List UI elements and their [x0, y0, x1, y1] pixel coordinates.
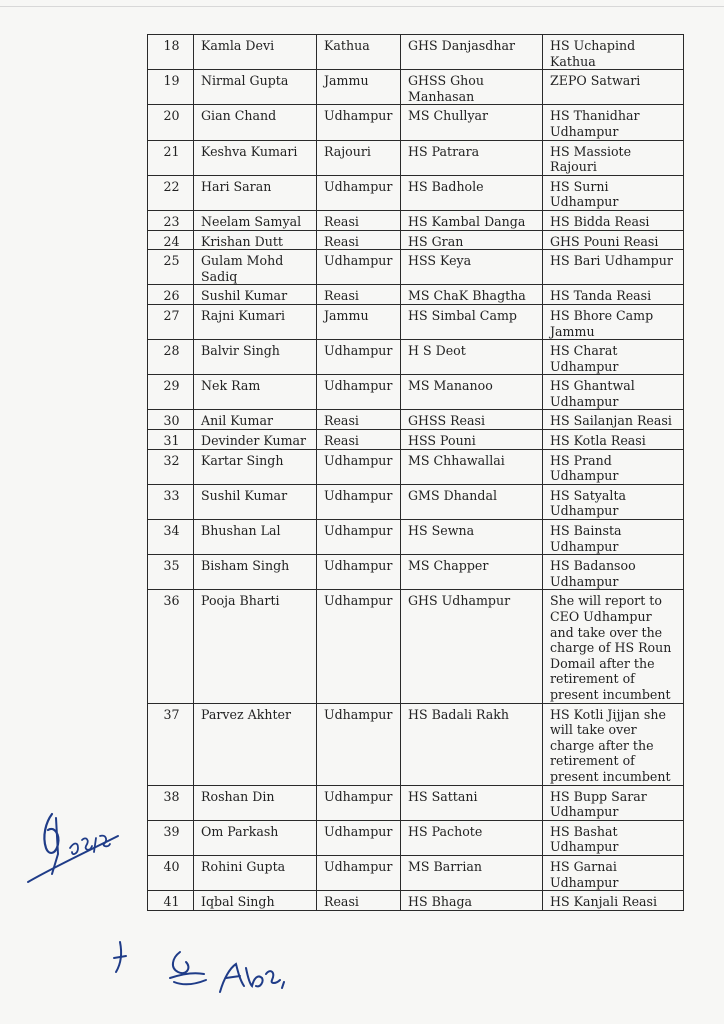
new-posting-cell: HS Kanjali Reasi: [543, 891, 684, 911]
district-cell: Udhampur: [317, 590, 401, 703]
table-row: [148, 230, 684, 250]
employee-name-cell: Parvez Akhter: [194, 703, 317, 785]
present-posting-cell: HS Gran: [401, 230, 543, 250]
employee-name-cell: Gulam Mohd Sadiq: [194, 250, 317, 285]
district-cell: Kathua: [317, 35, 401, 70]
new-posting-cell: GHS Pouni Reasi: [543, 230, 684, 250]
present-posting-cell: MS Chhawallai: [401, 449, 543, 484]
serial-number-cell: 32: [148, 449, 194, 484]
serial-number-cell: 38: [148, 785, 194, 820]
employee-name-cell: Om Parkash: [194, 820, 317, 855]
serial-number-cell: 41: [148, 891, 194, 911]
new-posting-cell: HS Garnai Udhampur: [543, 855, 684, 890]
new-posting-cell: HS Massiote Rajouri: [543, 140, 684, 175]
present-posting-cell: MS Mananoo: [401, 375, 543, 410]
present-posting-cell: MS Chapper: [401, 555, 543, 590]
district-cell: Jammu: [317, 70, 401, 105]
district-cell: Udhampur: [317, 484, 401, 519]
serial-number-cell: 20: [148, 105, 194, 140]
table-row: [148, 449, 684, 484]
new-posting-cell: HS Tanda Reasi: [543, 285, 684, 305]
new-posting-cell: HS Uchapind Kathua: [543, 35, 684, 70]
employee-name-cell: Devinder Kumar: [194, 430, 317, 450]
table-row: [148, 285, 684, 305]
serial-number-cell: 35: [148, 555, 194, 590]
employee-name-cell: Nirmal Gupta: [194, 70, 317, 105]
district-cell: Udhampur: [317, 785, 401, 820]
serial-number-cell: 18: [148, 35, 194, 70]
new-posting-cell: HS Bupp Sarar Udhampur: [543, 785, 684, 820]
new-posting-cell: HS Bari Udhampur: [543, 250, 684, 285]
table-row: [148, 891, 684, 911]
district-cell: Udhampur: [317, 105, 401, 140]
district-cell: Udhampur: [317, 340, 401, 375]
present-posting-cell: HS Bhaga: [401, 891, 543, 911]
new-posting-cell: HS Satyalta Udhampur: [543, 484, 684, 519]
district-cell: Udhampur: [317, 175, 401, 210]
table-row: [148, 520, 684, 555]
employee-name-cell: Pooja Bharti: [194, 590, 317, 703]
new-posting-cell: HS Charat Udhampur: [543, 340, 684, 375]
serial-number-cell: 26: [148, 285, 194, 305]
serial-number-cell: 28: [148, 340, 194, 375]
serial-number-cell: 27: [148, 304, 194, 339]
district-cell: Reasi: [317, 230, 401, 250]
district-cell: Reasi: [317, 210, 401, 230]
table-row: [148, 210, 684, 230]
table-row: [148, 785, 684, 820]
district-cell: Udhampur: [317, 375, 401, 410]
serial-number-cell: 30: [148, 410, 194, 430]
serial-number-cell: 24: [148, 230, 194, 250]
new-posting-cell: HS Badansoo Udhampur: [543, 555, 684, 590]
table-row: [148, 410, 684, 430]
table-row: [148, 820, 684, 855]
new-posting-cell: HS Ghantwal Udhampur: [543, 375, 684, 410]
district-cell: Udhampur: [317, 703, 401, 785]
new-posting-cell: ZEPO Satwari: [543, 70, 684, 105]
district-cell: Reasi: [317, 285, 401, 305]
table-row: [148, 304, 684, 339]
table-body: [148, 35, 684, 911]
district-cell: Udhampur: [317, 250, 401, 285]
present-posting-cell: HS Kambal Danga: [401, 210, 543, 230]
new-posting-cell: HS Surni Udhampur: [543, 175, 684, 210]
serial-number-cell: 25: [148, 250, 194, 285]
present-posting-cell: HSS Keya: [401, 250, 543, 285]
new-posting-cell: She will report to CEO Udhampur and take over the charge of HS Roun Domail after the retirement of present incumbent: [543, 590, 684, 703]
present-posting-cell: HS Sewna: [401, 520, 543, 555]
present-posting-cell: HS Sattani: [401, 785, 543, 820]
table-row: [148, 250, 684, 285]
employee-name-cell: Iqbal Singh: [194, 891, 317, 911]
employee-name-cell: Sushil Kumar: [194, 484, 317, 519]
table-row: [148, 140, 684, 175]
employee-name-cell: Keshva Kumari: [194, 140, 317, 175]
table-row: [148, 35, 684, 70]
present-posting-cell: H S Deot: [401, 340, 543, 375]
employee-name-cell: Neelam Samyal: [194, 210, 317, 230]
serial-number-cell: 40: [148, 855, 194, 890]
present-posting-cell: HS Simbal Camp: [401, 304, 543, 339]
employee-name-cell: Roshan Din: [194, 785, 317, 820]
table-row: [148, 590, 684, 703]
district-cell: Udhampur: [317, 520, 401, 555]
present-posting-cell: GHS Danjasdhar: [401, 35, 543, 70]
serial-number-cell: 37: [148, 703, 194, 785]
new-posting-cell: HS Thanidhar Udhampur: [543, 105, 684, 140]
serial-number-cell: 23: [148, 210, 194, 230]
serial-number-cell: 34: [148, 520, 194, 555]
table-row: [148, 105, 684, 140]
district-cell: Reasi: [317, 410, 401, 430]
employee-name-cell: Anil Kumar: [194, 410, 317, 430]
district-cell: Udhampur: [317, 820, 401, 855]
table-row: [148, 175, 684, 210]
employee-name-cell: Gian Chand: [194, 105, 317, 140]
district-cell: Udhampur: [317, 555, 401, 590]
serial-number-cell: 29: [148, 375, 194, 410]
employee-name-cell: Nek Ram: [194, 375, 317, 410]
new-posting-cell: HS Kotli Jijjan she will take over charge after the retirement of present incumbent: [543, 703, 684, 785]
district-cell: Rajouri: [317, 140, 401, 175]
employee-name-cell: Bisham Singh: [194, 555, 317, 590]
district-cell: Reasi: [317, 430, 401, 450]
employee-name-cell: Hari Saran: [194, 175, 317, 210]
employee-name-cell: Kartar Singh: [194, 449, 317, 484]
employee-name-cell: Kamla Devi: [194, 35, 317, 70]
transfer-table: [147, 34, 684, 911]
table-row: [148, 484, 684, 519]
new-posting-cell: HS Prand Udhampur: [543, 449, 684, 484]
signature-bottom: [108, 938, 318, 1008]
present-posting-cell: HS Badhole: [401, 175, 543, 210]
serial-number-cell: 33: [148, 484, 194, 519]
employee-name-cell: Rajni Kumari: [194, 304, 317, 339]
employee-name-cell: Bhushan Lal: [194, 520, 317, 555]
present-posting-cell: HS Patrara: [401, 140, 543, 175]
employee-name-cell: Rohini Gupta: [194, 855, 317, 890]
present-posting-cell: GHS Udhampur: [401, 590, 543, 703]
table-row: [148, 703, 684, 785]
new-posting-cell: HS Bainsta Udhampur: [543, 520, 684, 555]
serial-number-cell: 19: [148, 70, 194, 105]
page-top-edge: [0, 6, 724, 7]
district-cell: Reasi: [317, 891, 401, 911]
table-row: [148, 340, 684, 375]
new-posting-cell: HS Sailanjan Reasi: [543, 410, 684, 430]
new-posting-cell: HS Kotla Reasi: [543, 430, 684, 450]
present-posting-cell: MS ChaK Bhagtha: [401, 285, 543, 305]
serial-number-cell: 31: [148, 430, 194, 450]
present-posting-cell: GHSS Ghou Manhasan: [401, 70, 543, 105]
employee-name-cell: Sushil Kumar: [194, 285, 317, 305]
present-posting-cell: GMS Dhandal: [401, 484, 543, 519]
serial-number-cell: 21: [148, 140, 194, 175]
serial-number-cell: 39: [148, 820, 194, 855]
table-row: [148, 555, 684, 590]
present-posting-cell: HS Pachote: [401, 820, 543, 855]
employee-name-cell: Krishan Dutt: [194, 230, 317, 250]
table-row: [148, 70, 684, 105]
serial-number-cell: 22: [148, 175, 194, 210]
table-row: [148, 375, 684, 410]
district-cell: Udhampur: [317, 855, 401, 890]
table-row: [148, 430, 684, 450]
new-posting-cell: HS Bidda Reasi: [543, 210, 684, 230]
present-posting-cell: MS Chullyar: [401, 105, 543, 140]
present-posting-cell: HSS Pouni: [401, 430, 543, 450]
employee-name-cell: Balvir Singh: [194, 340, 317, 375]
present-posting-cell: HS Badali Rakh: [401, 703, 543, 785]
district-cell: Udhampur: [317, 449, 401, 484]
present-posting-cell: GHSS Reasi: [401, 410, 543, 430]
present-posting-cell: MS Barrian: [401, 855, 543, 890]
signature-left: [22, 796, 144, 888]
table-row: [148, 855, 684, 890]
serial-number-cell: 36: [148, 590, 194, 703]
new-posting-cell: HS Bashat Udhampur: [543, 820, 684, 855]
new-posting-cell: HS Bhore Camp Jammu: [543, 304, 684, 339]
district-cell: Jammu: [317, 304, 401, 339]
